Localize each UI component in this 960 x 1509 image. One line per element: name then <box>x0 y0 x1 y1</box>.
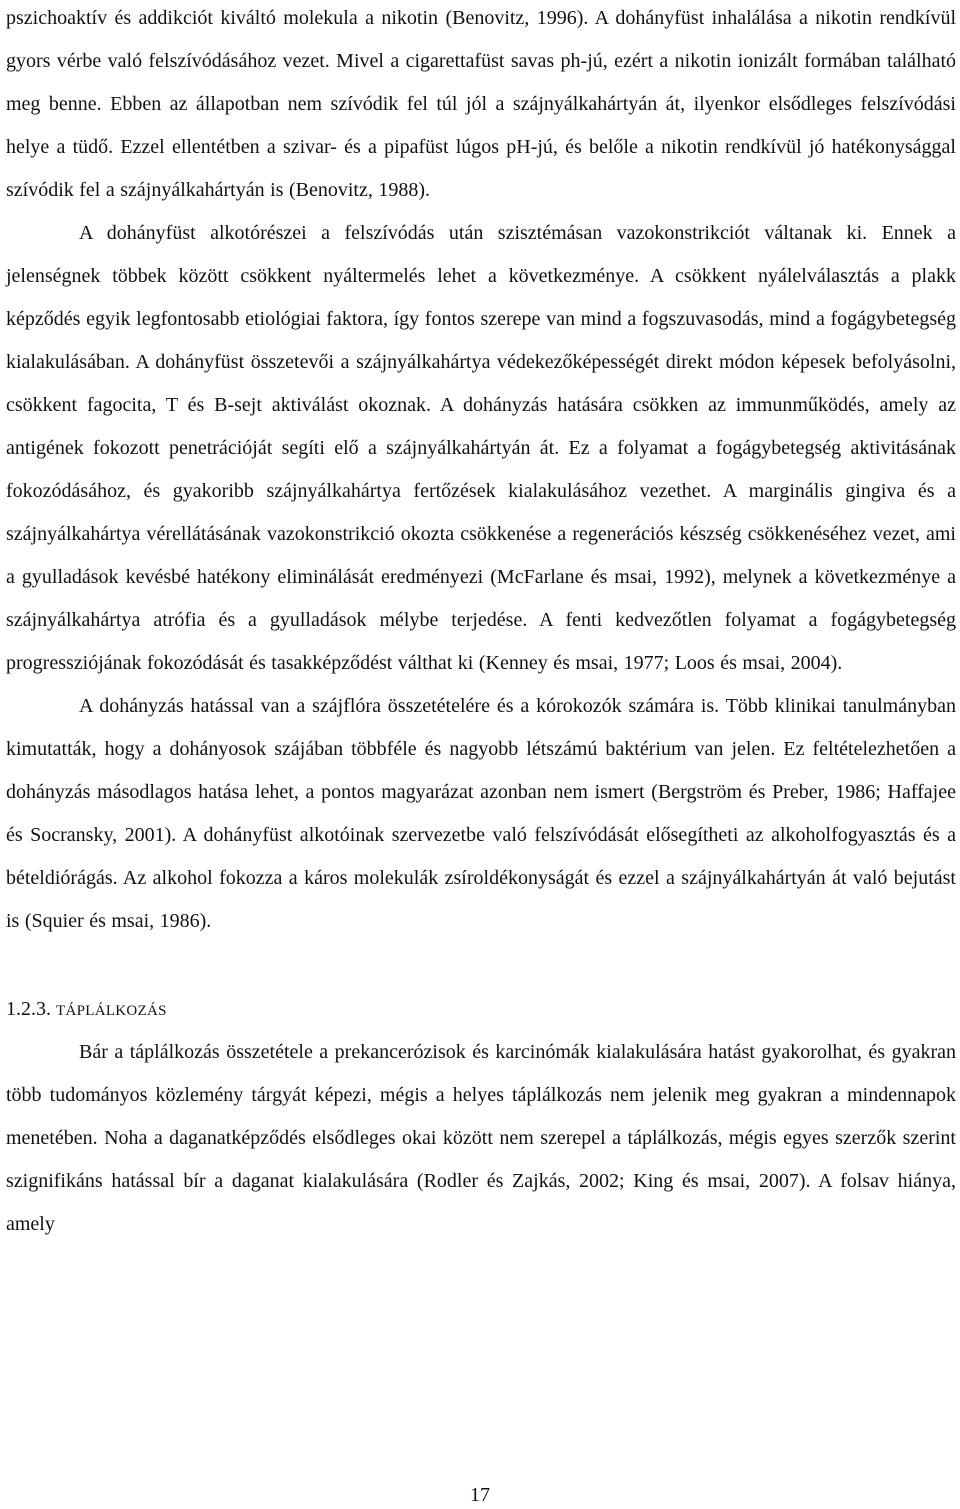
section-heading <box>6 988 956 1031</box>
paragraph-nicotine-absorption: pszichoaktív és addikciót kiváltó molekula a nikotin (Benovitz, 1996). A dohányfüst inhalálása a nikotin rendkívül gyors vérbe való felszívódásához vezet. Mivel a cigarettafüst savas ph-jú, ezért a nikotin ionizált formában található meg benne. Ebben az állapotban nem szívódik fel túl jól a szájnyálkahártyán át, ilyenkor elsődleges felszívódási helye a tüdő. Ezzel ellentétben a szivar- és a pipafüst lúgos pH-jú, és belőle a nikotin rendkívül jó hatékonysággal szívódik fel a szájnyálkahártyán is (Benovitz, 1988). <box>6 7 956 201</box>
page-number: 17 <box>470 1484 490 1506</box>
paragraph-nutrition: Bár a táplálkozás összetétele a prekancerózisok és karcinómák kialakulására hatást gyakorolhat, és gyakran több tudományos közlemény tárgyát képezi, mégis a helyes táplálkozás nem jelenik meg gyakran a mindennapok menetében. Noha a daganatképződés elsődleges okai között nem szerepel a táplálkozás, mégis egyes szerzők szerint szignifikáns hatással bír a daganat kialakulására (Rodler és Zajkás, 2002; King és msai, 2007). A folsav hiánya, amely <box>6 1041 956 1235</box>
section-title: TÁPLÁLKOZÁS <box>56 1003 167 1019</box>
section-number: 1.2.3. <box>6 998 51 1020</box>
document-page <box>6 0 956 1246</box>
paragraph-vasoconstriction: A dohányfüst alkotórészei a felszívódás után szisztémásan vazokonstrikciót váltanak ki. Ennek a jelenségnek többek között csökkent nyáltermelés lehet a következménye. A csökkent nyálelválasztás a plakk képződés egyik legfontosabb etiológiai faktora, így fontos szerepe van mind a fogszuvasodás, mind a fogágybetegség kialakulásában. A dohányfüst összetevői a szájnyálkahártya védekezőképességét direkt módon képesek befolyásolni, csökkent fagocita, T és B-sejt aktiválást okoznak. A dohányzás hatására csökken az immunműködés, amely az antigének fokozott penetrációját segíti elő a szájnyálkahártyán át. Ez a folyamat a fogágybetegség aktivitásának fokozódásához, és gyakoribb szájnyálkahártya fertőzések kialakulásához vezethet. A marginális gingiva és a szájnyálkahártya vérellátásának vazokonstrikció okozta csökkenése a regenerációs készség csökkenéséhez vezet, ami a gyulladások kevésbé hatékony eliminálását eredményezi (McFarlane és msai, 1992), melynek a következménye a szájnyálkahártya atrófia és a gyulladások mélybe terjedése. A fenti kedvezőtlen folyamat a fogágybetegség progressziójának fokozódását és tasakképződést válthat ki (Kenney és msai, 1977; Loos és msai, 2004). <box>6 222 956 674</box>
paragraph-oral-flora: A dohányzás hatással van a szájflóra összetételére és a kórokozók számára is. Több klinikai tanulmányban kimutatták, hogy a dohányosok szájában többféle és nagyobb létszámú baktérium van jelen. Ez feltételezhetően a dohányzás másodlagos hatása lehet, a pontos magyarázat azonban nem ismert (Bergström és Preber, 1986; Haffajee és Socransky, 2001). A dohányfüst alkotóinak szervezetbe való felszívódását elősegítheti az alkoholfogyasztás és a bételdiórágás. Az alkohol fokozza a káros molekulák zsíroldékonyságát és ezzel a szájnyálkahártyán át való bejutást is (Squier és msai, 1986). <box>6 695 956 932</box>
